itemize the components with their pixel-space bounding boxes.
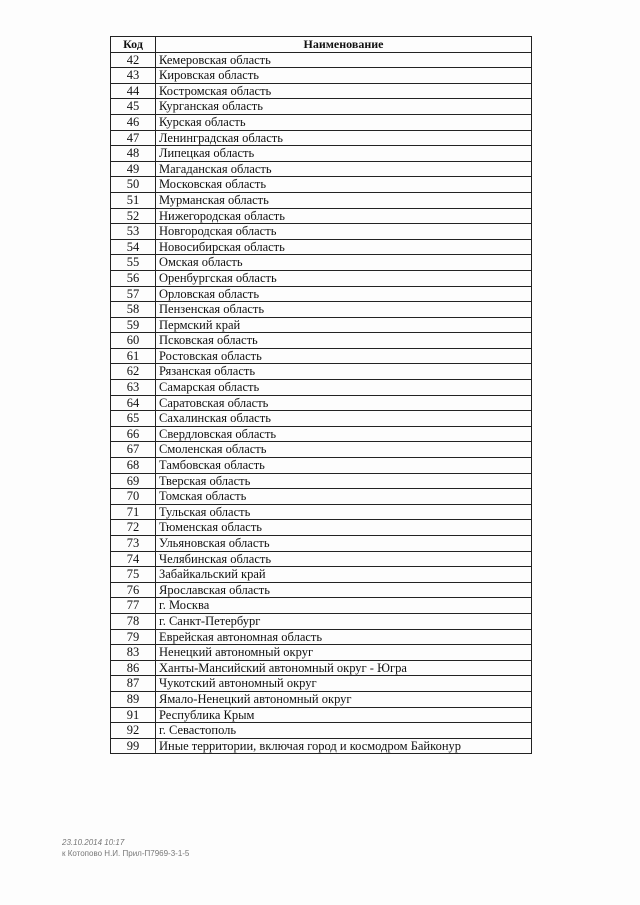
region-name-cell: Еврейская автономная область (156, 629, 532, 645)
region-name-cell: Костромская область (156, 83, 532, 99)
region-code-cell: 57 (111, 286, 156, 302)
region-code-cell: 69 (111, 473, 156, 489)
region-code-cell: 49 (111, 161, 156, 177)
region-code-cell: 91 (111, 707, 156, 723)
table-row (111, 395, 532, 411)
region-name-cell: Самарская область (156, 380, 532, 396)
table-row (111, 504, 532, 520)
region-name-cell: Новгородская область (156, 224, 532, 240)
region-name-cell: Орловская область (156, 286, 532, 302)
table-body (111, 52, 532, 754)
table-row (111, 613, 532, 629)
date-stamp: 23.10.2014 10:17 (62, 838, 125, 847)
region-name-cell: Тюменская область (156, 520, 532, 536)
table-row (111, 161, 532, 177)
region-name-cell: Ямало-Ненецкий автономный округ (156, 691, 532, 707)
region-name-cell: Тверская область (156, 473, 532, 489)
region-code-cell: 43 (111, 68, 156, 84)
region-code-cell: 87 (111, 676, 156, 692)
region-code-cell: 71 (111, 504, 156, 520)
region-code-cell: 73 (111, 536, 156, 552)
table-row (111, 738, 532, 754)
region-code-cell: 63 (111, 380, 156, 396)
region-name-cell: г. Санкт-Петербург (156, 613, 532, 629)
region-name-cell: Липецкая область (156, 146, 532, 162)
region-code-cell: 44 (111, 83, 156, 99)
table-row (111, 130, 532, 146)
file-stamp: к Котопово Н.И. Прил-П7969-3-1-5 (62, 849, 190, 858)
region-code-cell: 47 (111, 130, 156, 146)
region-code-cell: 78 (111, 613, 156, 629)
region-name-cell: Смоленская область (156, 442, 532, 458)
region-name-cell: Магаданская область (156, 161, 532, 177)
region-code-cell: 64 (111, 395, 156, 411)
table-row (111, 208, 532, 224)
region-name-cell: Саратовская область (156, 395, 532, 411)
region-name-cell: г. Москва (156, 598, 532, 614)
region-code-cell: 52 (111, 208, 156, 224)
table-row (111, 582, 532, 598)
region-name-cell: Ульяновская область (156, 536, 532, 552)
region-name-cell: Республика Крым (156, 707, 532, 723)
table-row (111, 99, 532, 115)
region-code-cell: 55 (111, 255, 156, 271)
region-name-cell: Рязанская область (156, 364, 532, 380)
table-row (111, 317, 532, 333)
region-name-cell: Оренбургская область (156, 270, 532, 286)
region-code-cell: 59 (111, 317, 156, 333)
table-row (111, 660, 532, 676)
table-header-row (111, 37, 532, 53)
table-row (111, 473, 532, 489)
table-row (111, 442, 532, 458)
region-name-cell: Нижегородская область (156, 208, 532, 224)
region-code-cell: 89 (111, 691, 156, 707)
table-row (111, 270, 532, 286)
table-row (111, 224, 532, 240)
region-code-cell: 76 (111, 582, 156, 598)
region-code-cell: 50 (111, 177, 156, 193)
region-code-cell: 72 (111, 520, 156, 536)
table-row (111, 146, 532, 162)
table-row (111, 114, 532, 130)
region-name-cell: Пензенская область (156, 302, 532, 318)
region-name-cell: Ненецкий автономный округ (156, 645, 532, 661)
region-name-cell: Забайкальский край (156, 567, 532, 583)
region-name-cell: Пермский край (156, 317, 532, 333)
region-name-cell: Свердловская область (156, 426, 532, 442)
region-code-cell: 68 (111, 458, 156, 474)
table-row (111, 426, 532, 442)
region-code-cell: 79 (111, 629, 156, 645)
region-name-cell: Сахалинская область (156, 411, 532, 427)
region-name-cell: Иные территории, включая город и космодром Байконур (156, 738, 532, 754)
region-name-cell: Новосибирская область (156, 239, 532, 255)
region-name-cell: Томская область (156, 489, 532, 505)
table-row (111, 239, 532, 255)
table-row (111, 348, 532, 364)
region-code-cell: 74 (111, 551, 156, 567)
table-row (111, 458, 532, 474)
region-name-cell: Мурманская область (156, 192, 532, 208)
region-code-cell: 45 (111, 99, 156, 115)
region-code-cell: 65 (111, 411, 156, 427)
table-row (111, 536, 532, 552)
header-code: Код (111, 37, 156, 53)
region-name-cell: Тульская область (156, 504, 532, 520)
table-row (111, 286, 532, 302)
table-row (111, 567, 532, 583)
region-name-cell: Чукотский автономный округ (156, 676, 532, 692)
table-row (111, 68, 532, 84)
region-code-cell: 42 (111, 52, 156, 68)
region-code-cell: 60 (111, 333, 156, 349)
region-name-cell: Псковская область (156, 333, 532, 349)
region-name-cell: Тамбовская область (156, 458, 532, 474)
table-row (111, 489, 532, 505)
region-code-cell: 66 (111, 426, 156, 442)
region-code-cell: 67 (111, 442, 156, 458)
table-row (111, 192, 532, 208)
region-code-cell: 86 (111, 660, 156, 676)
region-code-cell: 51 (111, 192, 156, 208)
region-code-cell: 53 (111, 224, 156, 240)
table-row (111, 551, 532, 567)
table-row (111, 676, 532, 692)
table-row (111, 380, 532, 396)
table-row (111, 177, 532, 193)
region-code-cell: 77 (111, 598, 156, 614)
region-code-cell: 58 (111, 302, 156, 318)
table-row (111, 364, 532, 380)
header-name: Наименование (156, 37, 532, 53)
table-row (111, 411, 532, 427)
region-name-cell: Ярославская область (156, 582, 532, 598)
region-name-cell: Курганская область (156, 99, 532, 115)
table-row (111, 629, 532, 645)
table-row (111, 707, 532, 723)
region-name-cell: г. Севастополь (156, 723, 532, 739)
region-code-cell: 75 (111, 567, 156, 583)
table-row (111, 520, 532, 536)
region-code-cell: 56 (111, 270, 156, 286)
region-code-cell: 54 (111, 239, 156, 255)
region-code-cell: 62 (111, 364, 156, 380)
region-code-cell: 99 (111, 738, 156, 754)
region-name-cell: Кемеровская область (156, 52, 532, 68)
region-name-cell: Ростовская область (156, 348, 532, 364)
table-row (111, 83, 532, 99)
table-row (111, 723, 532, 739)
region-code-cell: 92 (111, 723, 156, 739)
region-code-cell: 61 (111, 348, 156, 364)
region-name-cell: Ханты-Мансийский автономный округ - Югра (156, 660, 532, 676)
region-name-cell: Курская область (156, 114, 532, 130)
table-row (111, 52, 532, 68)
region-code-cell: 83 (111, 645, 156, 661)
region-code-cell: 46 (111, 114, 156, 130)
region-name-cell: Кировская область (156, 68, 532, 84)
region-code-cell: 70 (111, 489, 156, 505)
table-row (111, 691, 532, 707)
table-row (111, 255, 532, 271)
region-code-table (110, 36, 532, 754)
table-row (111, 333, 532, 349)
table-row (111, 302, 532, 318)
region-name-cell: Ленинградская область (156, 130, 532, 146)
table-row (111, 645, 532, 661)
region-code-cell: 48 (111, 146, 156, 162)
region-name-cell: Московская область (156, 177, 532, 193)
region-name-cell: Челябинская область (156, 551, 532, 567)
table-row (111, 598, 532, 614)
region-name-cell: Омская область (156, 255, 532, 271)
